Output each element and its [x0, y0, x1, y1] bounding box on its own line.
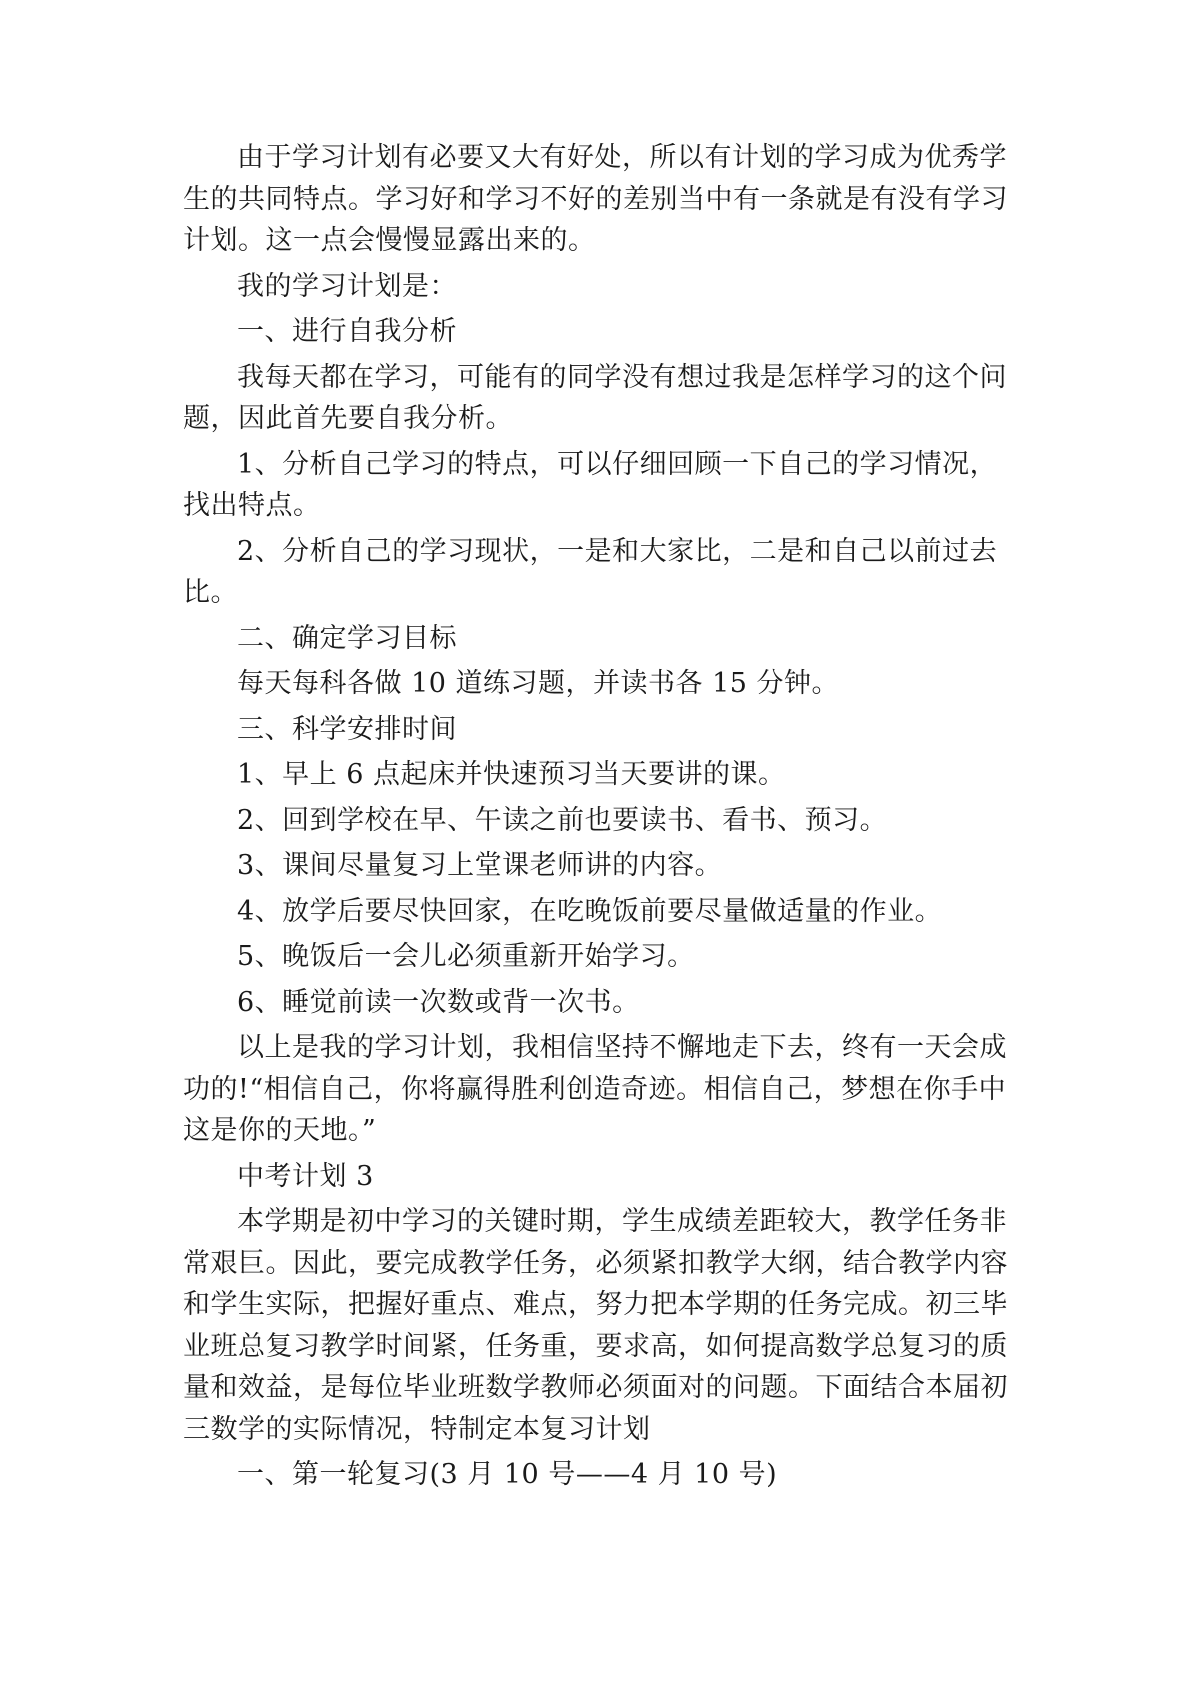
list-item-schedule-2: 2、回到学校在早、午读之前也要读书、看书、预习。 [237, 804, 888, 836]
section-heading-goals: 二、确定学习目标 [237, 622, 457, 654]
section-heading-schedule: 三、科学安排时间 [237, 713, 457, 745]
list-item-schedule-4: 4、放学后要尽快回家，在吃晚饭前要尽量做适量的作业。 [237, 895, 943, 927]
list-item-schedule-5: 5、晚饭后一会儿必须重新开始学习。 [237, 941, 695, 972]
list-item-schedule-3: 3、课间尽量复习上堂课老师讲的内容。 [237, 850, 723, 881]
paragraph-conclusion: 以上是我的学习计划，我相信坚持不懈地走下去，终有一天会成功的!“相信自己，你将赢得胜利创造奇迹。相信自己，梦想在你手中这是你的天地。” [183, 1032, 1007, 1146]
paragraph-intro: 由于学习计划有必要又大有好处，所以有计划的学习成为优秀学生的共同特点。学习好和学习不好的差别当中有一条就是有没有学习计划。这一点会慢慢显露出来的。 [183, 142, 1008, 256]
list-item-schedule-1: 1、早上 6 点起床并快速预习当天要讲的课。 [237, 759, 786, 790]
list-item-analysis-1: 1、分析自己学习的特点，可以仔细回顾一下自己的学习情况，找出特点。 [183, 448, 998, 521]
paragraph-plan-heading: 我的学习计划是： [237, 270, 457, 302]
document-body [183, 137, 1023, 1496]
section-heading-first-review: 一、第一轮复习(3 月 10 号——4 月 10 号) [237, 1459, 778, 1490]
paragraph-semester-overview: 本学期是初中学习的关键时期，学生成绩差距较大，教学任务非常艰巨。因此，要完成教学任务，必须紧扣教学大纲，结合教学内容和学生实际，把握好重点、难点，努力把本学期的任务完成。初三毕业班总复习教学时间紧，任务重，要求高，如何提高数学总复习的质量和效益，是每位毕业班数学教师必须面对的问题。下面结合本届初三数学的实际情况，特制定本复习计划 [183, 1206, 1008, 1445]
paragraph-self-analysis: 我每天都在学习，可能有的同学没有想过我是怎样学习的这个问题，因此首先要自我分析。 [183, 361, 1007, 434]
list-item-schedule-6: 6、睡觉前读一次数或背一次书。 [237, 986, 640, 1018]
section-heading-self-analysis: 一、进行自我分析 [237, 316, 457, 347]
list-item-analysis-2: 2、分析自己的学习现状，一是和大家比，二是和自己以前过去比。 [183, 535, 998, 608]
section-title-plan-3: 中考计划 3 [237, 1160, 374, 1192]
paragraph-goals: 每天每科各做 10 道练习题，并读书各 15 分钟。 [237, 668, 840, 699]
